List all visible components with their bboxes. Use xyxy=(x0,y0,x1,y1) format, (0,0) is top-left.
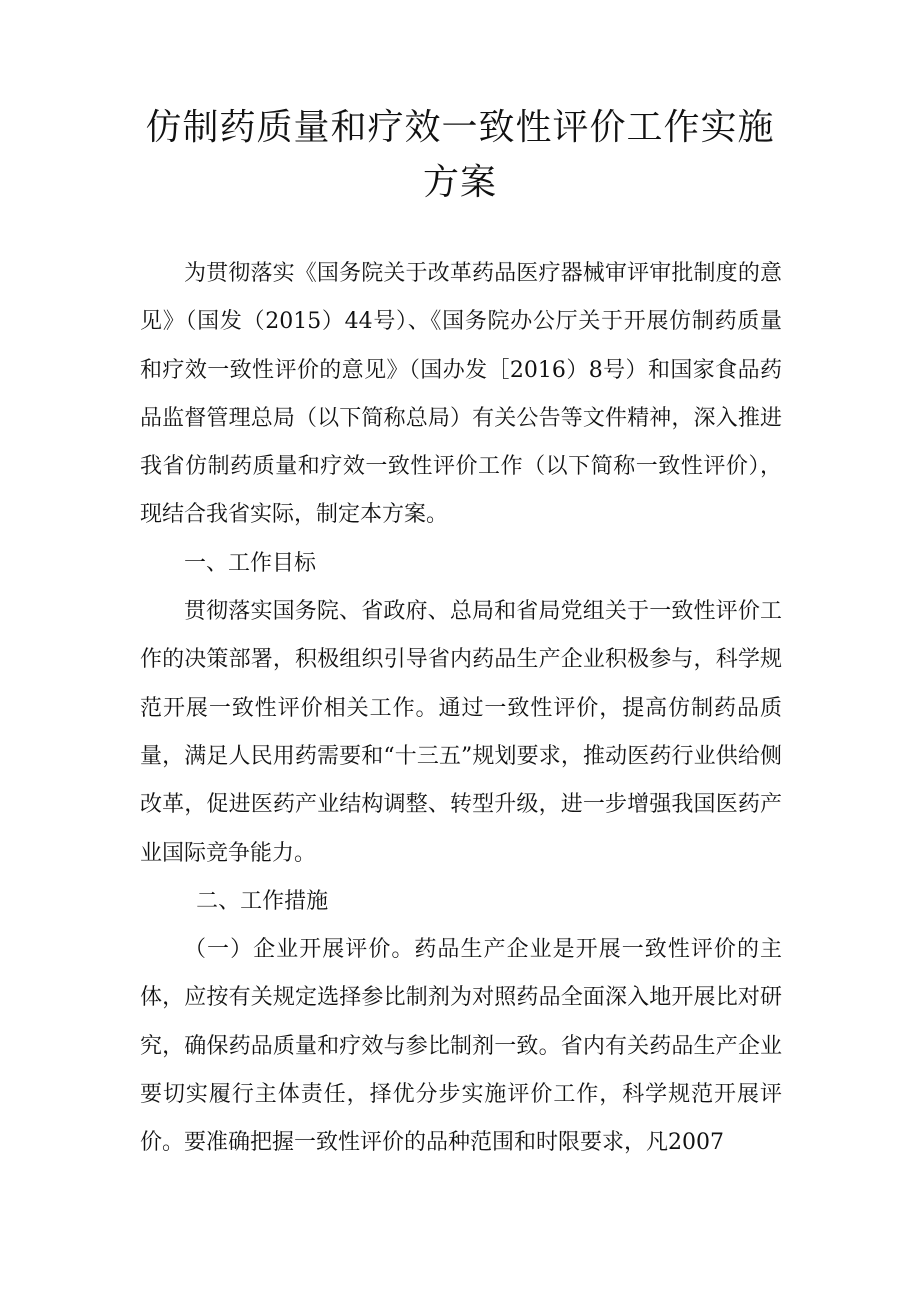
document-body xyxy=(140,250,782,1168)
paragraph-measure-1: （一）企业开展评价。药品生产企业是开展一致性评价的主体，应按有关规定选择参比制剂为对照药品全面深入地开展比对研究，确保药品质量和疗效与参比制剂一致。省内有关药品生产企业要切实履行主体责任，择优分步实施评价工作，科学规范开展评价。要准确把握一致性评价的品种范围和时限要求，凡2007 xyxy=(140,937,782,1156)
section-heading-measures: 二、工作措施 xyxy=(196,888,329,914)
paragraph-intro: 为贯彻落实《国务院关于改革药品医疗器械审评审批制度的意见》（国发（2015）44号）、《国务院办公厅关于开展仿制药质量和疗效一致性评价的意见》（国办发［2016）8号）和国家食品药品监督管理总局（以下简称总局）有关公告等文件精神，深入推进我省仿制药质量和疗效一致性评价工作（以下简称一致性评价），现结合我省实际，制定本方案。 xyxy=(140,261,782,528)
paragraph-goals: 贯彻落实国务院、省政府、总局和省局党组关于一致性评价工作的决策部署，积极组织引导省内药品生产企业积极参与，科学规范开展一致性评价相关工作。通过一致性评价，提高仿制药品质量，满足人民用药需要和“十三五”规划要求，推动医药行业供给侧改革，促进医药产业结构调整、转型升级，进一步增强我国医药产业国际竞争能力。 xyxy=(140,599,782,866)
section-heading-goals: 一、工作目标 xyxy=(184,550,317,576)
document-title: 仿制药质量和疗效一致性评价工作实施方案 xyxy=(145,107,775,203)
